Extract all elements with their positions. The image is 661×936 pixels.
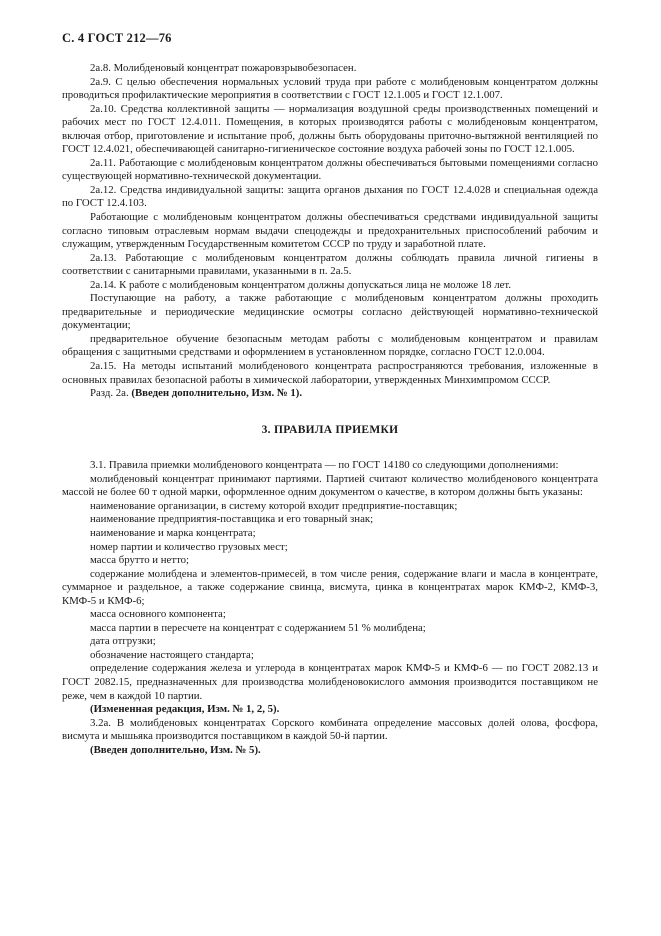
paragraph-2a15: 2а.15. На методы испытаний молибденового концентрата распространяются требования, изложенные в основных правилах безопасной работы в химической лаборатории, утвержденных Минхимпромом СССР. (62, 360, 598, 386)
paragraph-2a14: 2а.14. К работе с молибденовым концентратом должны допускаться лица не моложе 18 лет. (90, 278, 512, 291)
paragraph-2a13: 2а.13. Работающие с молибденовым концентратом должны соблюдать правила личной гигиены в соответствии с санитарными правилами, указанными в п. 2а.5. (62, 251, 598, 278)
paragraph-2a10: 2а.10. Средства коллективной защиты — нормализация воздушной среды производственных помещений и рабочих мест по ГОСТ 12.4.011. Помещения, в которых производятся работы с молибденовым концентратом, включая отбор, приготовление и испытание проб, должны быть оборудованы приточно-вытяжной вентиляцией по ГОСТ 12.4.021, обеспечивающей санитарно-гигиеническое состояние воздуха рабочей зоны по ГОСТ 12.1.005. (62, 102, 598, 156)
paragraph-2a14-training: предварительное обучение безопасным методам работы с молибденовым концентратом и правилам обращения с защитными средствами и оформлением в установленном порядке, согласно ГОСТ 12.0.004. (62, 332, 598, 359)
list-item: масса брутто и нетто; (90, 554, 190, 567)
list-item: наименование предприятия-поставщика и его товарный знак; (90, 513, 374, 526)
paragraph-3-2a: 3.2а. В молибденовых концентратах Сорского комбината определение массовых долей олова, фосфора, висмута и мышьяка производится поставщиком в каждой 50-й партии. (62, 716, 598, 743)
list-item: масса основного компонента; (90, 608, 226, 621)
section-title: 3. ПРАВИЛА ПРИЕМКИ (261, 423, 399, 436)
paragraph-3-1: 3.1. Правила приемки молибденового концентрата — по ГОСТ 14180 со следующими дополнениями: (90, 459, 559, 472)
razd-change-note: (Введен дополнительно, Изм. № 1). (131, 387, 303, 400)
list-item: дата отгрузки; (90, 635, 156, 648)
paragraph-2a12-cont: Работающие с молибденовым концентратом должны обеспечиваться средствами индивидуальной защиты согласно типовым отраслевым нормам выдачи спецодежды и предохранительных приспособлений рабочим и служащим, утвержденным Государственным комитетом СССР по труду и заработной плате. (62, 211, 598, 251)
razd-prefix: Разд. 2а. (90, 387, 129, 400)
paragraph-2a8: 2а.8. Молибденовый концентрат пожаровзрывобезопасен. (90, 62, 357, 74)
section-2a-note (62, 387, 598, 401)
list-item: наименование организации, в систему которой входит предприятие-поставщик; (90, 499, 458, 512)
list-item: определение содержания железа и углерода в концентратах марок КМФ-5 и КМФ-6 — по ГОСТ 2082.13 и ГОСТ 2082.15, предназначенных для производства молибденовокислого аммония производится поставщиком не реже, чем в каждой 10 партии. (62, 662, 598, 702)
list-item: содержание молибдена и элементов-примесей, в том числе рения, содержание влаги и масла в концентрате, суммарное и раздельное, а также содержание свинца, висмута, цинка в концентратах марок КМФ-2, КМФ-3, КМФ-5 и КМФ-6; (62, 567, 598, 607)
list-item: масса партии в пересчете на концентрат с содержанием 51 % молибдена; (90, 621, 426, 634)
list-item: номер партии и количество грузовых мест; (90, 540, 288, 553)
paragraph-2a9: 2а.9. С целью обеспечения нормальных условий труда при работе с молибденовым концентратом должны проводиться профилактические мероприятия в соответствии с ГОСТ 12.1.005 и ГОСТ 12.1.007. (62, 75, 598, 102)
document-body (62, 62, 598, 757)
list-item: обозначение настоящего стандарта; (90, 648, 254, 661)
page-header: С. 4 ГОСТ 212—76 (62, 31, 172, 45)
paragraph-batch: молибденовый концентрат принимают партиями. Партией считают количество молибденового концентрата массой не более 60 т одной марки, оформленное одним документом о качестве, в котором должны быть указаны: (62, 472, 598, 499)
list-item: наименование и марка концентрата; (90, 526, 256, 539)
paragraph-2a11: 2а.11. Работающие с молибденовым концентратом должны обеспечиваться бытовыми помещениями согласно существующей нормативно-технической документации. (62, 156, 598, 183)
change-note-3-1: (Измененная редакция, Изм. № 1, 2, 5). (90, 703, 280, 716)
paragraph-2a14-cont: Поступающие на работу, а также работающие с молибденовым концентратом должны проходить предварительные и периодические медицинские осмотры согласно действующей нормативно-технической документации; (62, 292, 598, 332)
change-note-3-2a: (Введен дополнительно, Изм. № 5). (90, 743, 261, 756)
paragraph-2a12: 2а.12. Средства индивидуальной защиты: защита органов дыхания по ГОСТ 12.4.028 и специальная одежда по ГОСТ 12.4.103. (62, 183, 598, 210)
